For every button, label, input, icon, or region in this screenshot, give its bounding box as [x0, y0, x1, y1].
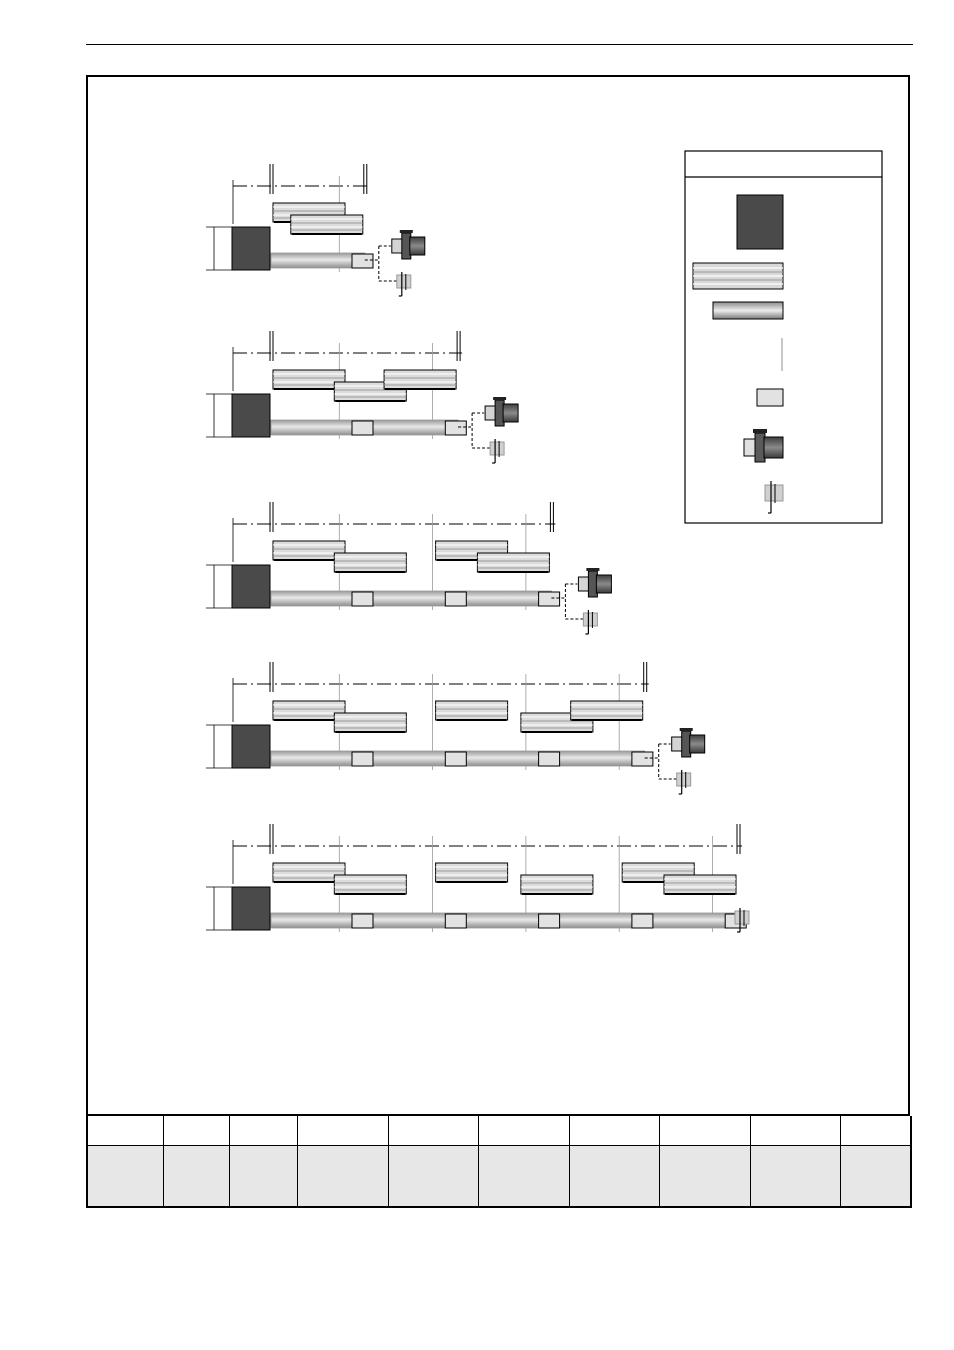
config-3	[206, 502, 611, 634]
drive-shaft	[271, 253, 365, 268]
telescopic-section	[477, 553, 549, 572]
motor-block	[232, 887, 270, 930]
configurations-group	[206, 164, 749, 932]
spec-table-data-row	[87, 1146, 911, 1208]
table-header-cell	[229, 1116, 297, 1146]
table-header-cell	[163, 1116, 229, 1146]
table-cell	[840, 1146, 911, 1208]
table-header-cell	[297, 1116, 388, 1146]
table-cell	[163, 1146, 229, 1208]
motor-block	[232, 227, 270, 270]
end-bearing	[672, 728, 705, 757]
telescopic-section	[436, 863, 508, 882]
table-cell	[750, 1146, 840, 1208]
table-cell	[229, 1146, 297, 1208]
table-cell	[87, 1146, 163, 1208]
coupling	[632, 914, 653, 928]
coupling	[352, 592, 373, 606]
table-cell	[388, 1146, 478, 1208]
coupling	[352, 421, 373, 435]
config-1	[206, 164, 425, 296]
telescopic-section	[436, 701, 508, 720]
telescopic-section	[334, 713, 406, 732]
table-header-cell	[659, 1116, 750, 1146]
drive-shaft-icon	[713, 302, 783, 319]
coupling	[352, 254, 373, 268]
table-header-cell	[750, 1116, 840, 1146]
coupling	[632, 752, 653, 766]
table-cell	[297, 1146, 388, 1208]
legend	[685, 151, 882, 523]
drive-shaft	[271, 913, 738, 928]
end-bearing	[578, 568, 611, 597]
coupling	[445, 914, 466, 928]
end-stop	[677, 770, 691, 794]
telescopic-section	[291, 215, 363, 234]
coupling	[352, 752, 373, 766]
coupling-icon	[757, 389, 783, 406]
telescopic-section	[334, 875, 406, 894]
table-header-cell	[840, 1116, 911, 1146]
coupling	[445, 421, 466, 435]
telescopic-section	[664, 875, 736, 894]
end-bearing	[392, 230, 425, 259]
coupling	[539, 752, 560, 766]
telescopic-section	[571, 701, 643, 720]
telescopic-section	[384, 370, 456, 389]
end-stop	[583, 610, 597, 634]
telescopic-section	[334, 553, 406, 572]
coupling	[445, 752, 466, 766]
coupling	[445, 592, 466, 606]
motor-block-icon	[737, 195, 783, 249]
config-4	[206, 662, 705, 794]
motor-block	[232, 565, 270, 608]
telescopic-section-icon	[693, 263, 783, 289]
spec-table-header-row	[87, 1116, 911, 1146]
drive-shaft	[271, 591, 551, 606]
table-header-cell	[569, 1116, 659, 1146]
coupling	[539, 592, 560, 606]
end-stop	[490, 439, 504, 463]
table-cell	[569, 1146, 659, 1208]
spec-table	[86, 1116, 912, 1208]
end-stop	[397, 272, 411, 296]
table-header-cell	[478, 1116, 569, 1146]
end-bearing	[485, 397, 518, 426]
coupling	[352, 914, 373, 928]
coupling	[539, 914, 560, 928]
table-header-cell	[87, 1116, 163, 1146]
telescopic-section	[521, 875, 593, 894]
table-cell	[659, 1146, 750, 1208]
config-5	[206, 824, 749, 932]
table-cell	[478, 1146, 569, 1208]
motor-block	[232, 725, 270, 768]
motor-block	[232, 394, 270, 437]
table-header-cell	[388, 1116, 478, 1146]
config-2	[206, 331, 518, 463]
